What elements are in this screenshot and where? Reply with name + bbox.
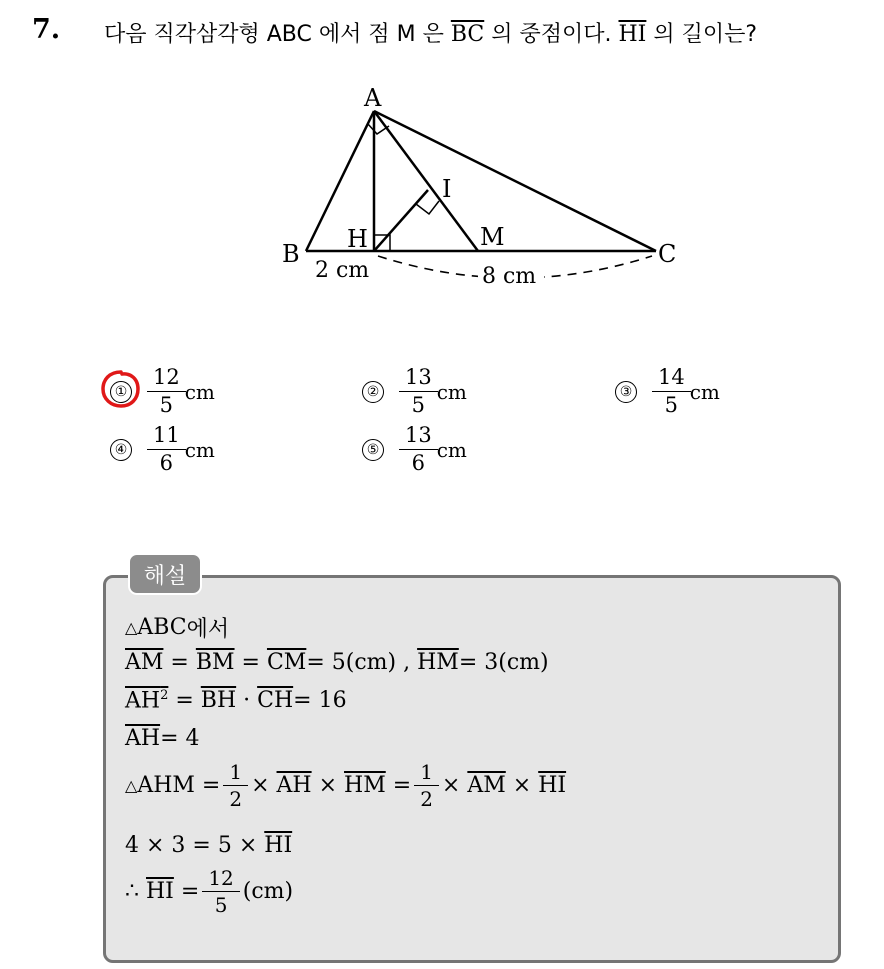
seg-hi-2: $\overline{HI}$ <box>538 773 567 798</box>
right-angle-i <box>416 201 439 214</box>
seg-bm: $\overline{BM}$ <box>195 650 235 675</box>
solution-line-1 <box>125 612 229 643</box>
choice-3-fraction <box>655 367 688 416</box>
choice-2-marker: ② <box>362 381 384 403</box>
seg-ah-sq <box>125 688 168 713</box>
label-m: M <box>480 223 505 251</box>
choice-5-den: 6 <box>399 449 438 474</box>
solution-label: 해설 <box>128 553 202 595</box>
choice-3-marker: ③ <box>615 381 637 403</box>
choice-4-den: 6 <box>147 449 186 474</box>
l3-val: = 16 <box>293 688 347 714</box>
seg-hm-2: $\overline{HM}$ <box>344 773 386 798</box>
solution-line-2: $\overline{AM}$ = $\overline{BM}$ = $\overline{CM}$ = 5(cm) , $\overline{HM}$ = 3(cm) <box>125 650 549 675</box>
l2-val1: = 5(cm) , <box>306 650 411 675</box>
label-bh-length: 2 cm <box>315 258 370 283</box>
question-text-before: 다음 직각삼각형 ABC 에서 점 M 은 <box>104 22 451 47</box>
answer-mark-circle <box>98 366 144 412</box>
label-a: A <box>364 84 382 112</box>
choice-1-fraction <box>150 367 183 416</box>
label-c: C <box>658 240 677 268</box>
segment-hi: $\overline{HI}$ <box>618 22 647 47</box>
choice-1-num: 12 <box>153 365 180 389</box>
seg-hm: $\overline{HM}$ <box>417 650 459 675</box>
choice-5-fraction <box>402 425 435 474</box>
choice-3-den: 5 <box>652 391 691 416</box>
seg-ah-3: $\overline{AH}$ <box>276 773 312 798</box>
tri-name: ABC <box>137 615 187 640</box>
seg-am: $\overline{AM}$ <box>125 650 164 675</box>
seg-ch: $\overline{CH}$ <box>257 688 294 714</box>
l1-text: 에서 <box>186 617 230 642</box>
choice-3-num: 14 <box>658 365 685 389</box>
choice-4-unit: cm <box>184 437 215 462</box>
result-den: 5 <box>202 891 239 915</box>
triangle-symbol-2: △ <box>125 776 138 795</box>
choice-2-den: 5 <box>399 391 438 416</box>
half-den-1: 2 <box>223 785 248 809</box>
choice-5-unit: cm <box>436 437 467 462</box>
triangle-figure <box>0 0 884 320</box>
segment-bc: $\overline{BC}$ <box>450 22 485 47</box>
result-fraction <box>205 868 236 915</box>
solution-line-5: △ AHM = $\frac{1}{2}$ × $\overline{AH}$ × $\overline{HM}$ = $\frac{1}{2}$ × $\overline{AM}$ × $\overline{HI}$ <box>125 760 567 811</box>
result-unit: (cm) <box>242 879 294 904</box>
half-fraction-1 <box>226 762 245 809</box>
l2-val2: = 3(cm) <box>458 650 549 675</box>
choice-2[interactable] <box>362 367 467 416</box>
seg-hi-4: $\overline{HI}$ <box>146 879 174 904</box>
question-number: 7. <box>32 14 61 45</box>
choice-4[interactable] <box>110 425 215 474</box>
choice-4-marker: ④ <box>110 439 132 461</box>
solution-line-7: ∴ $\overline{HI}$ = $\frac{12}{5}$ (cm) <box>125 866 294 917</box>
question-text-after: 의 길이는? <box>646 22 758 47</box>
choice-2-unit: cm <box>436 379 467 404</box>
exponent: 2 <box>160 688 169 703</box>
question-text-mid: 의 중점이다. <box>484 22 619 47</box>
choice-5[interactable] <box>362 425 467 474</box>
solution-line-3: $AH^2$ = $\overline{BH}$ · $\overline{CH}$ = 16 <box>125 688 347 714</box>
label-i: I <box>442 175 452 203</box>
seg-cm: $\overline{CM}$ <box>266 650 307 675</box>
choice-1-den: 5 <box>147 391 186 416</box>
half-num-1: 1 <box>229 760 243 784</box>
triangle-symbol: △ <box>125 618 138 637</box>
choice-3[interactable] <box>615 367 720 416</box>
solution-line-4 <box>125 726 200 751</box>
half-num-2: 1 <box>420 760 433 784</box>
seg-ah: AH <box>125 688 161 714</box>
choice-2-fraction <box>402 367 435 416</box>
label-h: H <box>347 225 368 253</box>
label-hc-length: 8 cm <box>482 264 537 289</box>
seg-bh: $\overline{BH}$ <box>200 688 237 714</box>
result-num: 12 <box>208 866 234 890</box>
seg-am-2: $\overline{AM}$ <box>467 773 506 798</box>
l6-expr: 4 × 3 = 5 × <box>125 833 265 858</box>
half-fraction-2 <box>417 762 436 809</box>
label-b: B <box>282 240 300 268</box>
solution-line-6 <box>125 833 292 858</box>
choice-3-unit: cm <box>689 379 720 404</box>
half-den-2: 2 <box>414 785 439 809</box>
choice-1-unit: cm <box>184 379 215 404</box>
median-am <box>374 111 478 251</box>
choice-4-num: 11 <box>153 423 180 447</box>
seg-hi-3: $\overline{HI}$ <box>264 833 293 858</box>
side-ac <box>374 111 656 251</box>
tri-name-2: AHM <box>137 773 195 798</box>
choice-5-marker: ⑤ <box>362 439 384 461</box>
choice-2-num: 13 <box>405 365 432 389</box>
seg-ah-2: $\overline{AH}$ <box>125 726 161 751</box>
l4-val: = 4 <box>160 726 200 751</box>
choice-5-num: 13 <box>405 423 432 447</box>
segment-hi-line <box>374 190 428 251</box>
therefore-symbol: ∴ <box>125 879 146 904</box>
choice-1-marker: ① <box>110 381 132 403</box>
choice-4-fraction <box>150 425 183 474</box>
